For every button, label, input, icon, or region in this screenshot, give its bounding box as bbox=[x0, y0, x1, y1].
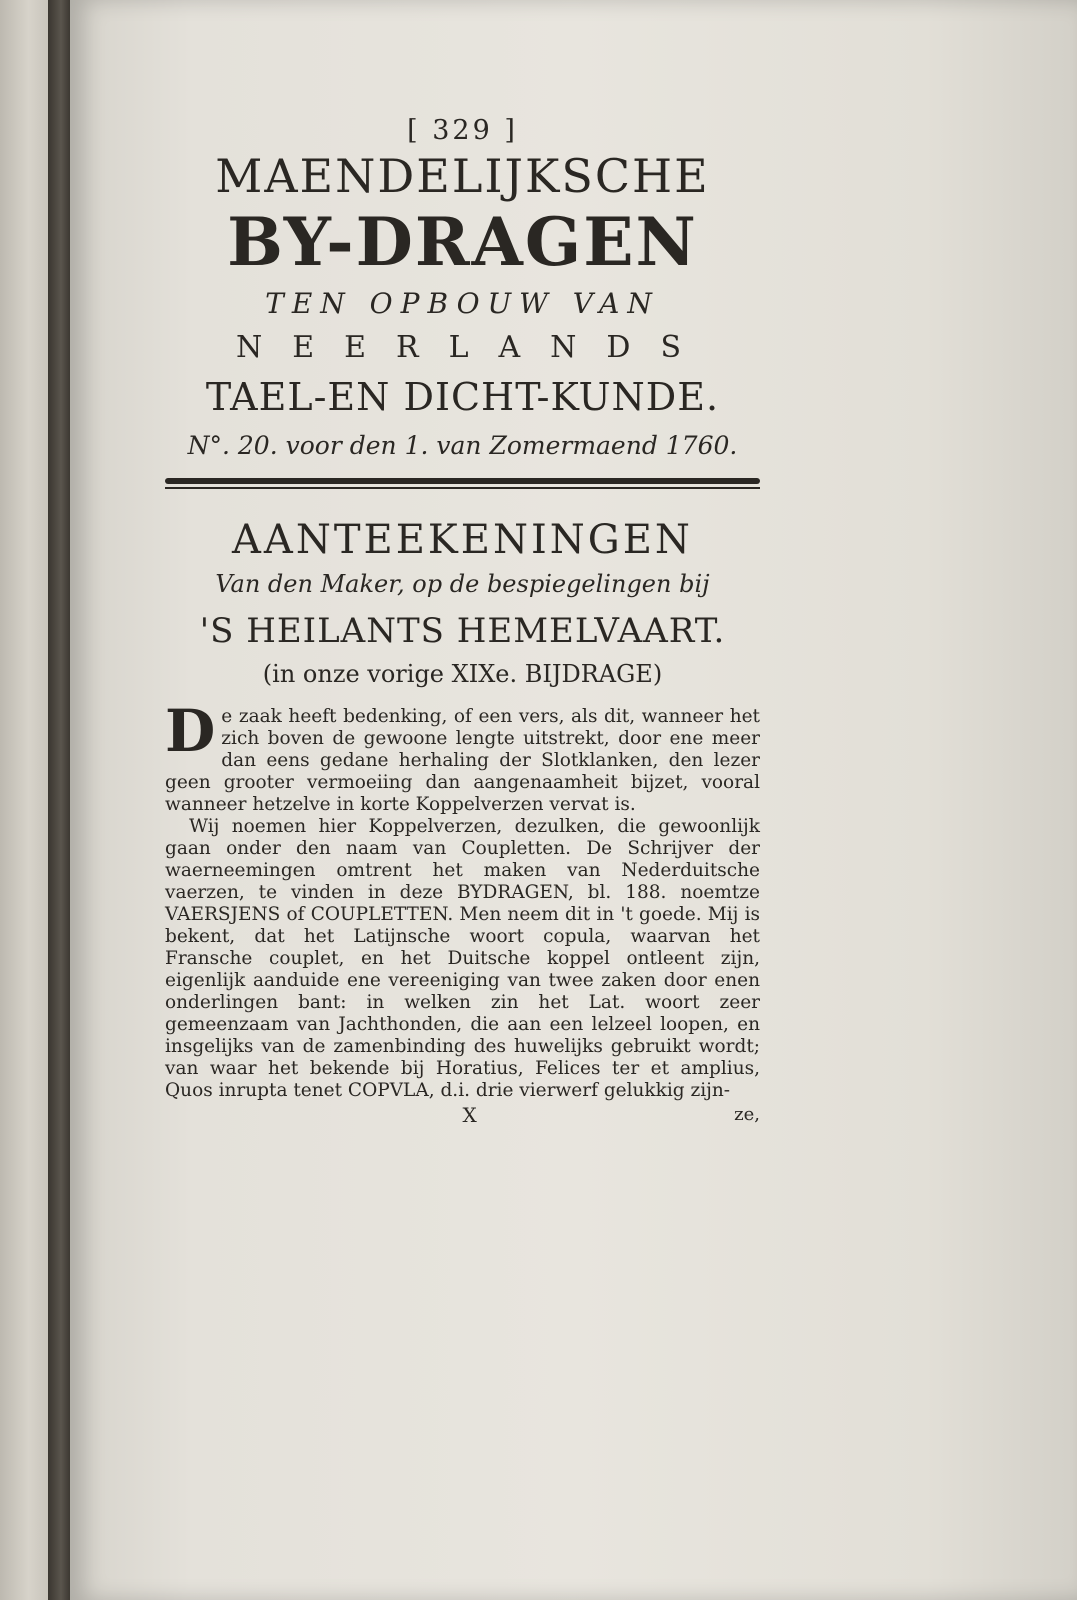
paragraph-1 bbox=[165, 697, 760, 816]
catchword: ze, bbox=[734, 1104, 760, 1125]
page-number: [ 329 ] bbox=[407, 115, 518, 146]
page bbox=[70, 0, 1077, 1600]
rule-thick bbox=[165, 478, 760, 484]
title-line-1: MAENDELIJKSCHE bbox=[215, 149, 710, 203]
paragraph-2: Wij noemen hier Koppelverzen, dezulken, die gewoonlijk gaan onder den naam van Coupletten. De Schrijver der waerneemingen omtrent het maken van Nederduitsche vaerzen, te vinden in deze BYDRAGEN, bl. 188. noemtze VAERSJENS of COUPLETTEN. Men neem dit in 't goede. Mij is bekent, dat het Latijnsche woort copula, waarvan het Fransche couplet, en het Duitsche koppel ontleent zijn, eigenlijk aanduide ene vereeniging van twee zaken door enen onderlingen bant: in welken zin het Lat. woort zeer gemeenzaam van Jachthonden, die aan een lelzeel loopen, en insgelijks van de zamenbinding des huwelijks gebruikt wordt; van waar het bekende bij Horatius, Felices ter et amplius, Quos inrupta tenet COPVLA, d.i. drie vierwerf gelukkig zijn- bbox=[165, 816, 760, 1101]
article-heading-2: 'S HEILANTS HEMELVAART. bbox=[199, 611, 726, 651]
subtitle-line-2: NEERLANDS bbox=[235, 330, 712, 365]
body-text bbox=[165, 697, 760, 1127]
double-rule-divider bbox=[165, 478, 760, 492]
article-note: (in onze vorige XIXe. BIJDRAGE) bbox=[262, 660, 663, 688]
article-subheading: Van den Maker, op de bespiegelingen bij bbox=[215, 570, 710, 598]
title-line-2: BY-DRAGEN bbox=[227, 203, 698, 281]
drop-cap: D bbox=[165, 697, 216, 765]
paragraph-1-text: e zaak heeft bedenking, of een vers, als dit, wanneer het zich boven de gewoone lengte uitstrekt, door ene meer dan eens gedane herhaling der Slotklanken, den lezer geen grooter vermoeiing dan aangenaamheit bijzet, vooral wanneer hetzelve in korte Koppelverzen vervat is. bbox=[165, 706, 760, 815]
subtitle-line-1: TEN OPBOUW VAN bbox=[265, 287, 660, 320]
issue-line: N°. 20. voor den 1. van Zomermaend 1760. bbox=[187, 431, 738, 460]
signature-mark: X bbox=[462, 1103, 477, 1127]
page-content bbox=[165, 115, 760, 1126]
subtitle-line-3: TAEL-EN DICHT-KUNDE. bbox=[205, 375, 720, 419]
article-heading: AANTEEKENINGEN bbox=[232, 517, 693, 563]
rule-thin bbox=[165, 487, 760, 489]
left-page-edge bbox=[0, 0, 48, 1600]
page-footer bbox=[165, 1104, 760, 1126]
